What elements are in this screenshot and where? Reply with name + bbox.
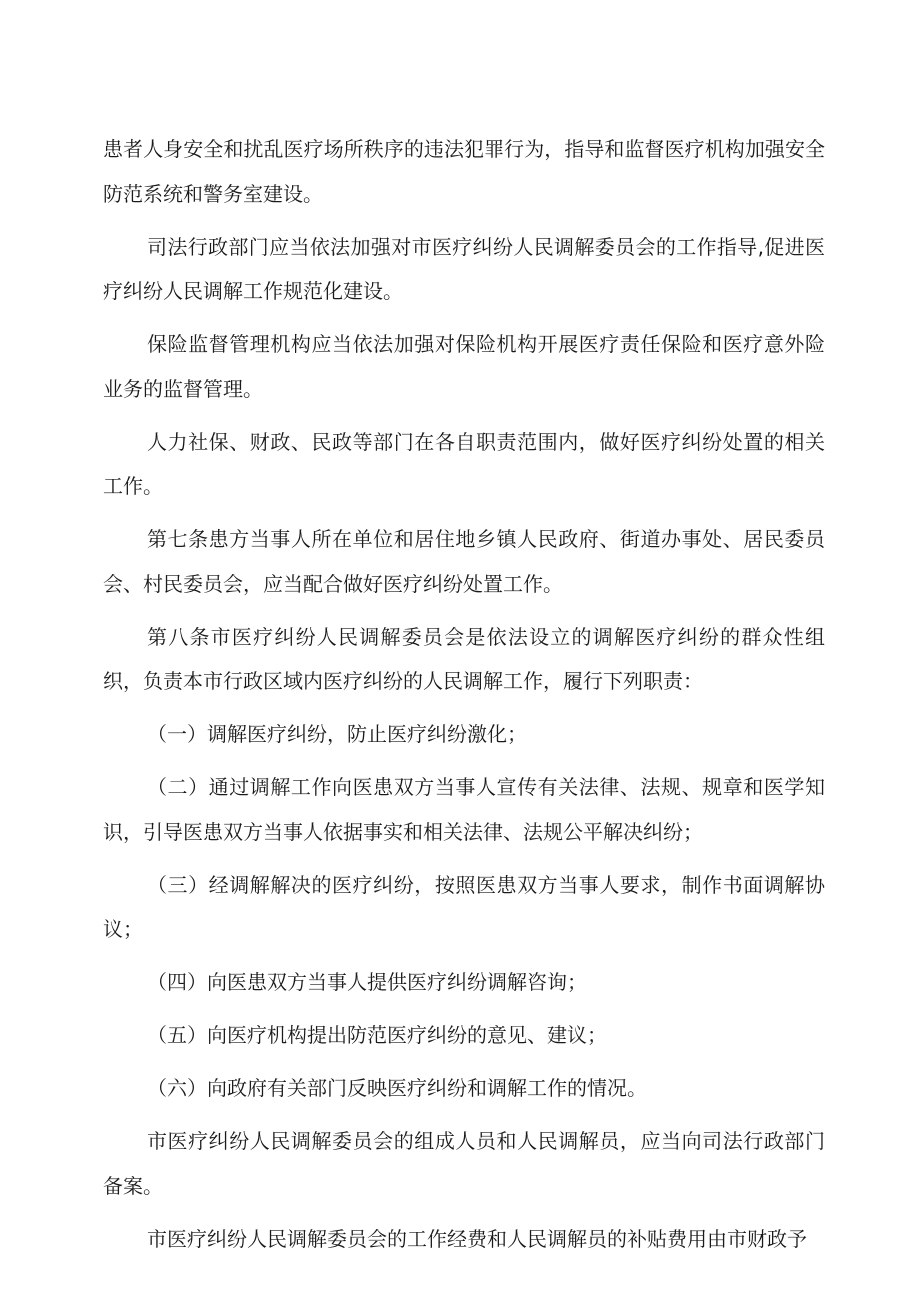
paragraph: 患者人身安全和扰乱医疗场所秩序的违法犯罪行为，指导和监督医疗机构加强安全防范系统和警务室建设。 — [103, 137, 825, 206]
paragraph: 第七条患方当事人所在单位和居住地乡镇人民政府、街道办事处、居民委员会、村民委员会，应当配合做好医疗纠纷处置工作。 — [103, 527, 825, 596]
paragraph: 市医疗纠纷人民调解委员会的组成人员和人民调解员，应当向司法行政部门备案。 — [103, 1129, 825, 1198]
list-item: （六）向政府有关部门反映医疗纠纷和调解工作的情况。 — [147, 1076, 647, 1100]
paragraph: 第八条市医疗纠纷人民调解委员会是依法设立的调解医疗纠纷的群众性组织，负责本市行政区域内医疗纠纷的人民调解工作，履行下列职责： — [103, 624, 825, 693]
list-item: （二）通过调解工作向医患双方当事人宣传有关法律、法规、规章和医学知识，引导医患双方当事人依据事实和相关法律、法规公平解决纠纷； — [103, 775, 825, 844]
list-item: （三）经调解解决的医疗纠纷，按照医患双方当事人要求，制作书面调解协议； — [103, 872, 825, 941]
list-item: （一）调解医疗纠纷，防止医疗纠纷激化； — [147, 722, 527, 746]
list-item: （四）向医患双方当事人提供医疗纠纷调解咨询； — [147, 970, 587, 994]
paragraph: 司法行政部门应当依法加强对市医疗纠纷人民调解委员会的工作指导,促进医疗纠纷人民调解工作规范化建设。 — [103, 234, 825, 303]
paragraph: 市医疗纠纷人民调解委员会的工作经费和人民调解员的补贴费用由市财政予 — [147, 1226, 807, 1251]
paragraph: 人力社保、财政、民政等部门在各自职责范围内，做好医疗纠纷处置的相关工作。 — [103, 429, 825, 498]
document-body — [103, 127, 825, 1270]
paragraph: 保险监督管理机构应当依法加强对保险机构开展医疗责任保险和医疗意外险业务的监督管理。 — [103, 332, 825, 401]
list-item: （五）向医疗机构提出防范医疗纠纷的意见、建议； — [147, 1023, 607, 1047]
